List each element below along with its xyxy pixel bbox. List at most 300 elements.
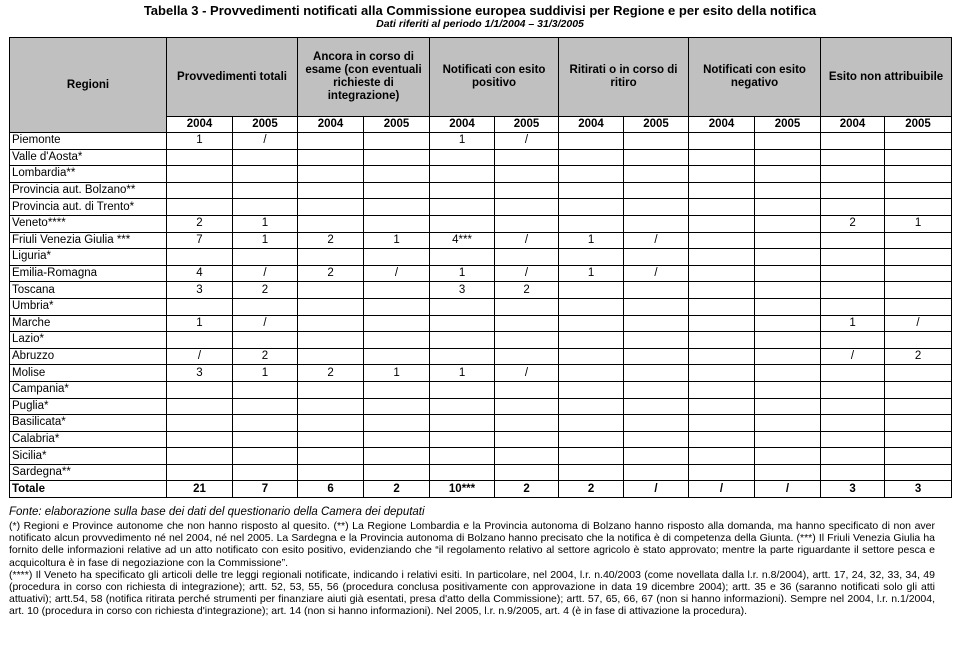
- value-cell: 7: [233, 481, 298, 498]
- value-cell: [624, 381, 689, 398]
- value-cell: [233, 332, 298, 349]
- value-cell: [689, 298, 755, 315]
- table-row: [10, 464, 952, 481]
- value-cell: 21: [167, 481, 233, 498]
- value-cell: [689, 249, 755, 266]
- value-cell: [624, 415, 689, 432]
- value-cell: [495, 381, 559, 398]
- region-name: Valle d'Aosta*: [10, 149, 167, 166]
- value-cell: [298, 249, 364, 266]
- value-cell: [885, 464, 952, 481]
- header-ritirati: Ritirati o in corso di ritiro: [559, 38, 689, 117]
- value-cell: [821, 398, 885, 415]
- value-cell: [430, 415, 495, 432]
- value-cell: /: [495, 265, 559, 282]
- table-row: [10, 166, 952, 183]
- value-cell: [559, 431, 624, 448]
- value-cell: 2: [559, 481, 624, 498]
- header-in-corso-di-esame: Ancora in corso di esame (con eventuali richieste di integrazione): [298, 38, 430, 117]
- value-cell: 2: [298, 365, 364, 382]
- value-cell: [364, 149, 430, 166]
- value-cell: /: [624, 232, 689, 249]
- value-cell: [755, 431, 821, 448]
- value-cell: [167, 398, 233, 415]
- value-cell: [364, 282, 430, 299]
- year-header: 2004: [559, 117, 624, 133]
- value-cell: [298, 464, 364, 481]
- value-cell: [495, 199, 559, 216]
- region-name: Umbria*: [10, 298, 167, 315]
- value-cell: 4: [167, 265, 233, 282]
- value-cell: /: [364, 265, 430, 282]
- value-cell: /: [689, 481, 755, 498]
- value-cell: 2: [167, 215, 233, 232]
- value-cell: 2: [298, 265, 364, 282]
- value-cell: [821, 232, 885, 249]
- value-cell: [624, 199, 689, 216]
- region-name: Emilia-Romagna: [10, 265, 167, 282]
- value-cell: 1: [167, 133, 233, 150]
- value-cell: [298, 315, 364, 332]
- table-body: [10, 38, 952, 498]
- table-row: [10, 182, 952, 199]
- value-cell: [364, 348, 430, 365]
- header-esito-positivo: Notificati con esito positivo: [430, 38, 559, 117]
- value-cell: [233, 381, 298, 398]
- region-name: Lazio*: [10, 332, 167, 349]
- region-name: Basilicata*: [10, 415, 167, 432]
- value-cell: [689, 232, 755, 249]
- value-cell: [233, 448, 298, 465]
- value-cell: [821, 265, 885, 282]
- value-cell: 1: [430, 365, 495, 382]
- value-cell: [755, 448, 821, 465]
- value-cell: [364, 133, 430, 150]
- table-row: [10, 332, 952, 349]
- value-cell: [430, 398, 495, 415]
- table-row: [10, 282, 952, 299]
- value-cell: /: [821, 348, 885, 365]
- value-cell: [233, 398, 298, 415]
- value-cell: [233, 464, 298, 481]
- value-cell: /: [495, 232, 559, 249]
- value-cell: [495, 348, 559, 365]
- table-row: [10, 232, 952, 249]
- value-cell: [689, 215, 755, 232]
- value-cell: [755, 182, 821, 199]
- value-cell: 1: [430, 265, 495, 282]
- value-cell: [821, 182, 885, 199]
- value-cell: /: [233, 315, 298, 332]
- value-cell: [885, 415, 952, 432]
- value-cell: [885, 133, 952, 150]
- value-cell: [364, 398, 430, 415]
- value-cell: [755, 381, 821, 398]
- region-name: Calabria*: [10, 431, 167, 448]
- value-cell: [364, 315, 430, 332]
- value-cell: [689, 199, 755, 216]
- value-cell: [624, 348, 689, 365]
- value-cell: [689, 282, 755, 299]
- table-row: [10, 398, 952, 415]
- value-cell: [624, 315, 689, 332]
- year-header: 2005: [885, 117, 952, 133]
- value-cell: 2: [495, 282, 559, 299]
- value-cell: [885, 381, 952, 398]
- value-cell: [559, 199, 624, 216]
- value-cell: [755, 332, 821, 349]
- region-name: Toscana: [10, 282, 167, 299]
- year-header: 2005: [364, 117, 430, 133]
- value-cell: [755, 249, 821, 266]
- value-cell: 2: [298, 232, 364, 249]
- value-cell: 1: [885, 215, 952, 232]
- value-cell: [624, 182, 689, 199]
- region-name: Lombardia**: [10, 166, 167, 183]
- value-cell: 1: [559, 232, 624, 249]
- table-title: Tabella 3 - Provvedimenti notificati alla Commissione europea suddivisi per Regione e per esito della notifica: [143, 3, 817, 18]
- total-row: [10, 481, 952, 498]
- value-cell: [755, 365, 821, 382]
- value-cell: [624, 149, 689, 166]
- region-name: Sicilia*: [10, 448, 167, 465]
- value-cell: 4***: [430, 232, 495, 249]
- header-regioni: Regioni: [10, 38, 167, 133]
- value-cell: [755, 166, 821, 183]
- value-cell: [298, 298, 364, 315]
- value-cell: [689, 398, 755, 415]
- value-cell: [364, 464, 430, 481]
- value-cell: [885, 431, 952, 448]
- value-cell: [364, 166, 430, 183]
- value-cell: [624, 431, 689, 448]
- value-cell: [821, 282, 885, 299]
- value-cell: /: [495, 365, 559, 382]
- value-cell: /: [167, 348, 233, 365]
- value-cell: [821, 249, 885, 266]
- value-cell: 1: [430, 133, 495, 150]
- value-cell: [885, 365, 952, 382]
- value-cell: [821, 166, 885, 183]
- value-cell: [298, 149, 364, 166]
- value-cell: [689, 332, 755, 349]
- value-cell: [298, 166, 364, 183]
- value-cell: [689, 133, 755, 150]
- value-cell: [495, 182, 559, 199]
- value-cell: [821, 133, 885, 150]
- value-cell: 3: [430, 282, 495, 299]
- value-cell: 1: [167, 315, 233, 332]
- region-name: Molise: [10, 365, 167, 382]
- value-cell: [755, 348, 821, 365]
- value-cell: [624, 365, 689, 382]
- value-cell: [495, 464, 559, 481]
- value-cell: [821, 199, 885, 216]
- value-cell: [821, 365, 885, 382]
- table-row: [10, 265, 952, 282]
- year-header: 2004: [430, 117, 495, 133]
- value-cell: [430, 298, 495, 315]
- value-cell: [430, 332, 495, 349]
- value-cell: [821, 415, 885, 432]
- value-cell: [233, 431, 298, 448]
- value-cell: [298, 431, 364, 448]
- value-cell: [430, 431, 495, 448]
- year-header: 2005: [233, 117, 298, 133]
- value-cell: [233, 249, 298, 266]
- value-cell: [495, 249, 559, 266]
- value-cell: [233, 149, 298, 166]
- value-cell: /: [233, 133, 298, 150]
- value-cell: 2: [233, 348, 298, 365]
- value-cell: [885, 398, 952, 415]
- value-cell: [298, 282, 364, 299]
- footnote-paragraph: (*) Regioni e Province autonome che non hanno risposto al quesito. (**) La Regione Lombardia e la Provincia autonoma di Bolzano hanno risposto alla domanda, ma hanno specificato di non aver notificato alcun provvedimento né nel 2004, né nel 2005. La Sardegna e la Provincia autonoma di Bolzano hanno precisato che la notifica è di competenza della Giunta. (***) Il Friuli Venezia Giulia ha fornito delle informazioni relative ad un atto notificato con esito positivo, evidenziando che “il regolamento relativo al settore agricolo è stato approvato; mentre la parte riguardante il settore pesca e acquicoltura è in fase di negoziazione con la Commissione”.: [9, 520, 935, 569]
- value-cell: [559, 166, 624, 183]
- value-cell: [167, 182, 233, 199]
- source-note: Fonte: elaborazione sulla base dei dati del questionario della Camera dei deputati: [9, 506, 425, 518]
- value-cell: [559, 182, 624, 199]
- value-cell: [559, 464, 624, 481]
- value-cell: [430, 149, 495, 166]
- table-row: [10, 315, 952, 332]
- value-cell: [624, 464, 689, 481]
- value-cell: [495, 332, 559, 349]
- table-row: [10, 431, 952, 448]
- value-cell: 2: [821, 215, 885, 232]
- value-cell: [364, 182, 430, 199]
- value-cell: [364, 381, 430, 398]
- value-cell: /: [624, 481, 689, 498]
- table-row: [10, 448, 952, 465]
- value-cell: 1: [364, 365, 430, 382]
- value-cell: [689, 315, 755, 332]
- value-cell: 3: [885, 481, 952, 498]
- value-cell: [689, 348, 755, 365]
- value-cell: [233, 182, 298, 199]
- value-cell: [885, 332, 952, 349]
- value-cell: [233, 166, 298, 183]
- value-cell: [298, 332, 364, 349]
- value-cell: [559, 365, 624, 382]
- value-cell: [233, 199, 298, 216]
- header-provvedimenti-totali: Provvedimenti totali: [167, 38, 298, 117]
- year-header: 2005: [495, 117, 559, 133]
- table-row: [10, 215, 952, 232]
- value-cell: [364, 415, 430, 432]
- value-cell: [495, 315, 559, 332]
- value-cell: [298, 199, 364, 216]
- region-name: Friuli Venezia Giulia ***: [10, 232, 167, 249]
- value-cell: [559, 215, 624, 232]
- table-subtitle: Dati riferiti al periodo 1/1/2004 – 31/3/2005: [376, 18, 584, 30]
- value-cell: [495, 166, 559, 183]
- value-cell: [495, 448, 559, 465]
- value-cell: 2: [495, 481, 559, 498]
- value-cell: [559, 149, 624, 166]
- value-cell: [430, 199, 495, 216]
- year-header: 2005: [755, 117, 821, 133]
- value-cell: [364, 298, 430, 315]
- value-cell: [755, 315, 821, 332]
- value-cell: [689, 464, 755, 481]
- value-cell: [821, 332, 885, 349]
- header-esito-negativo: Notificati con esito negativo: [689, 38, 821, 117]
- value-cell: [624, 448, 689, 465]
- value-cell: [755, 298, 821, 315]
- value-cell: [885, 282, 952, 299]
- value-cell: [885, 232, 952, 249]
- value-cell: [298, 215, 364, 232]
- value-cell: [364, 199, 430, 216]
- value-cell: [430, 464, 495, 481]
- value-cell: [689, 431, 755, 448]
- value-cell: [755, 232, 821, 249]
- value-cell: 1: [559, 265, 624, 282]
- value-cell: [624, 133, 689, 150]
- value-cell: /: [885, 315, 952, 332]
- value-cell: [624, 298, 689, 315]
- value-cell: [885, 249, 952, 266]
- value-cell: [821, 149, 885, 166]
- table-row: [10, 249, 952, 266]
- year-header: 2004: [821, 117, 885, 133]
- value-cell: 2: [364, 481, 430, 498]
- total-label: Totale: [10, 481, 167, 498]
- value-cell: /: [495, 133, 559, 150]
- region-name: Veneto****: [10, 215, 167, 232]
- value-cell: [364, 448, 430, 465]
- value-cell: [298, 182, 364, 199]
- year-header: 2004: [689, 117, 755, 133]
- value-cell: [430, 182, 495, 199]
- value-cell: 1: [233, 232, 298, 249]
- value-cell: [298, 348, 364, 365]
- region-name: Sardegna**: [10, 464, 167, 481]
- table-row: [10, 133, 952, 150]
- region-name: Puglia*: [10, 398, 167, 415]
- value-cell: [885, 182, 952, 199]
- value-cell: [233, 298, 298, 315]
- value-cell: [167, 464, 233, 481]
- value-cell: [885, 448, 952, 465]
- value-cell: 7: [167, 232, 233, 249]
- value-cell: [559, 398, 624, 415]
- value-cell: /: [624, 265, 689, 282]
- value-cell: [755, 199, 821, 216]
- value-cell: [624, 332, 689, 349]
- value-cell: /: [233, 265, 298, 282]
- value-cell: [689, 182, 755, 199]
- value-cell: 3: [821, 481, 885, 498]
- value-cell: [167, 166, 233, 183]
- value-cell: [821, 298, 885, 315]
- value-cell: [689, 149, 755, 166]
- value-cell: [559, 348, 624, 365]
- value-cell: [755, 415, 821, 432]
- value-cell: [298, 448, 364, 465]
- value-cell: [885, 265, 952, 282]
- value-cell: 1: [821, 315, 885, 332]
- value-cell: [233, 415, 298, 432]
- value-cell: [298, 133, 364, 150]
- value-cell: [755, 133, 821, 150]
- value-cell: [495, 149, 559, 166]
- table-row: [10, 199, 952, 216]
- value-cell: [364, 249, 430, 266]
- value-cell: [624, 166, 689, 183]
- value-cell: [298, 398, 364, 415]
- region-name: Abruzzo: [10, 348, 167, 365]
- value-cell: [167, 149, 233, 166]
- value-cell: [430, 249, 495, 266]
- value-cell: 2: [885, 348, 952, 365]
- region-name: Piemonte: [10, 133, 167, 150]
- value-cell: [755, 464, 821, 481]
- value-cell: 10***: [430, 481, 495, 498]
- header-row: [10, 38, 952, 117]
- year-header: 2004: [167, 117, 233, 133]
- value-cell: [495, 431, 559, 448]
- value-cell: [559, 448, 624, 465]
- value-cell: [821, 448, 885, 465]
- value-cell: [885, 149, 952, 166]
- value-cell: 3: [167, 282, 233, 299]
- header-esito-non-attribuibile: Esito non attribuibile: [821, 38, 952, 117]
- value-cell: [167, 199, 233, 216]
- table-row: [10, 365, 952, 382]
- value-cell: [167, 431, 233, 448]
- region-name: Campania*: [10, 381, 167, 398]
- table-row: [10, 415, 952, 432]
- value-cell: [559, 332, 624, 349]
- value-cell: [495, 398, 559, 415]
- value-cell: [167, 298, 233, 315]
- value-cell: [298, 381, 364, 398]
- value-cell: [495, 415, 559, 432]
- value-cell: [821, 431, 885, 448]
- value-cell: [559, 415, 624, 432]
- value-cell: [689, 448, 755, 465]
- table-row: [10, 149, 952, 166]
- value-cell: [559, 249, 624, 266]
- value-cell: [495, 298, 559, 315]
- value-cell: [755, 398, 821, 415]
- region-name: Provincia aut. di Trento*: [10, 199, 167, 216]
- footnote-paragraph: (****) Il Veneto ha specificato gli articoli delle tre leggi regionali notificate, indicando i relativi esiti. In particolare, nel 2004, l.r. n.40/2003 (come novellata dalla l.r. n.8/2004), artt. 17, 24, 32, 33, 34, 49 (procedura in corso con richiesta di integrazione); artt. 52, 53, 55, 56 (procedura conclusa positivamente con approvazione in data 19 dicembre 2004); artt. 35 e 36 (saranno notificati solo gli atti attuativi); artt.54, 58 (notifica ritirata perché strumenti per finanziare aiuti già esentati, presa d'atto della Commissione); artt. 57, 65, 66, 67 (non si hanno informazioni). Sempre nel 2004, l.r. n.1/2004, art. 10 (procedura in corso con richiesta d'integrazione); art. 14 (non si hanno informazioni). Nel 2005, l.r. n.9/2005, art. 4 (è in fase di attivazione la procedura).: [9, 568, 935, 618]
- value-cell: [364, 215, 430, 232]
- value-cell: [298, 415, 364, 432]
- value-cell: [689, 166, 755, 183]
- value-cell: [167, 448, 233, 465]
- table-row: [10, 381, 952, 398]
- value-cell: [364, 332, 430, 349]
- value-cell: [689, 415, 755, 432]
- value-cell: [821, 464, 885, 481]
- value-cell: [755, 149, 821, 166]
- value-cell: 1: [364, 232, 430, 249]
- table-row: [10, 348, 952, 365]
- value-cell: [755, 265, 821, 282]
- value-cell: 3: [167, 365, 233, 382]
- value-cell: [885, 199, 952, 216]
- value-cell: [430, 348, 495, 365]
- region-name: Marche: [10, 315, 167, 332]
- value-cell: [495, 215, 559, 232]
- value-cell: 6: [298, 481, 364, 498]
- year-header: 2005: [624, 117, 689, 133]
- value-cell: [364, 431, 430, 448]
